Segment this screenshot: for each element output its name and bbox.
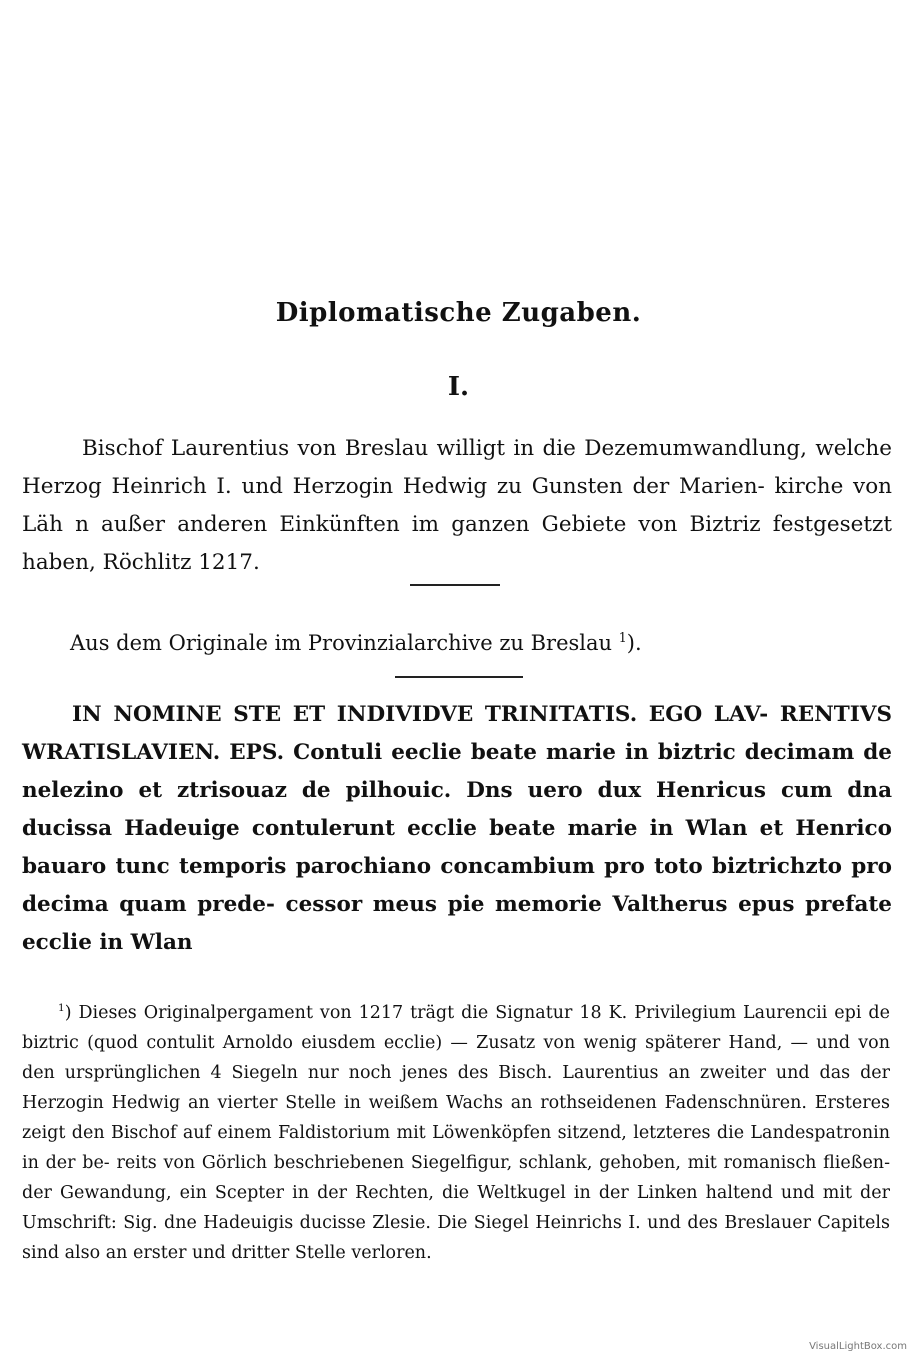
charter-line: ecclie beate marie in Wlan et Henrico bauaro tunc temporis [22, 816, 892, 879]
footnote-line: einem Faldistorium mit Löwenköpfen sitzend, letzteres die Landespatronin in der be- [22, 1122, 890, 1173]
footnote [22, 993, 890, 1268]
charter-text [22, 696, 892, 962]
charter-line: Dns uero dux Henricus cum dna ducissa Hadeuige contulerunt [22, 778, 892, 841]
charter-line: RENTIVS WRATISLAVIEN. EPS. Contuli eeclie beate marie [22, 702, 892, 765]
footnote-line: verloren. [351, 1242, 432, 1263]
watermark: VisualLightBox.com [809, 1341, 907, 1352]
footnote-line: Heinrichs I. und des Breslauer Capitels sind also an erster und dritter Stelle [22, 1212, 890, 1263]
source-text: Aus dem Originale im Provinzialarchive zu Breslau [70, 631, 613, 655]
page-title: Diplomatische Zugaben. [275, 298, 642, 328]
section-number: I. [447, 372, 470, 402]
footnote-line: ) Dieses Originalpergament von 1217 trägt die Signatur 18 K. Privilegium [64, 1002, 737, 1023]
footnote-line: in weißem Wachs an rothseidenen Fadenschnüren. Ersteres zeigt den Bischof auf [22, 1092, 890, 1143]
document-heading [22, 430, 892, 582]
footnote-line: Laurencii epi de biztric (quod contulit Arnoldo eiusdem ecclie) — Zusatz von [22, 1002, 890, 1053]
footnote-line: wenig späterer Hand, — und von den ursprünglichen 4 Siegeln nur noch jenes des [22, 1032, 890, 1083]
source-tail: ). [626, 631, 642, 655]
source-line [70, 620, 890, 661]
charter-line: in biztric decimam de nelezino et ztrisouaz de pilhouic. [22, 740, 892, 803]
charter-line: IN NOMINE STE ET INDIVIDVE TRINITATIS. EGO LAV- [72, 702, 769, 727]
charter-line: cessor meus pie memorie Valtherus epus prefate ecclie in Wlan [22, 892, 892, 955]
heading-line: welche Herzog Heinrich I. und Herzogin Hedwig zu Gunsten der Marien- [22, 436, 892, 499]
footnote-marker: 1 [58, 1002, 65, 1014]
footnote-line: und mit der Umschrift: Sig. dne Hadeuigis ducisse Zlesie. Die Siegel [22, 1182, 890, 1233]
footnote-reference: 1 [618, 630, 627, 645]
footnote-line: reits von Görlich beschriebenen Siegelfigur, schlank, gehoben, mit romanisch fließen- [116, 1152, 890, 1173]
divider-rule [410, 584, 500, 586]
heading-line: kirche von Läh n außer anderen Einkünften im ganzen Gebiete von Biztriz [22, 474, 892, 537]
heading-line: Bischof Laurentius von Breslau willigt in die Dezemumwandlung, [82, 436, 807, 461]
heading-line: festgesetzt haben, Röchlitz 1217. [22, 512, 892, 575]
footnote-line: Bisch. Laurentius an zweiter und das der Herzogin Hedwig an vierter Stelle [22, 1062, 890, 1113]
footnote-line: der Gewandung, ein Scepter in der Rechten, die Weltkugel in der Linken haltend [22, 1182, 773, 1203]
divider-rule [395, 676, 523, 678]
charter-line: parochiano concambium pro toto biztrichzto pro decima quam prede- [22, 854, 892, 917]
